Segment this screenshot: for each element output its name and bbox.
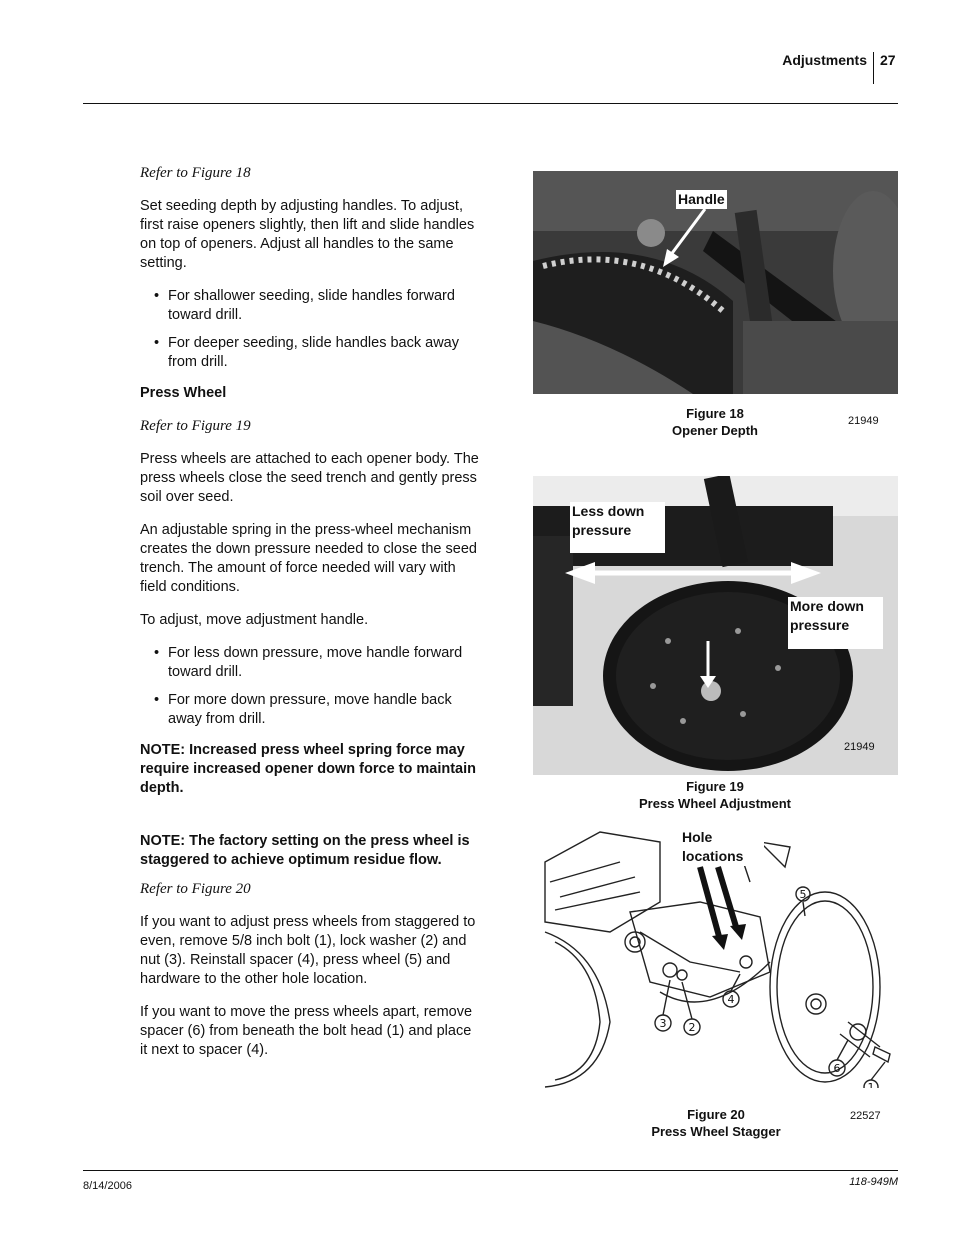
figure-id: 21949: [848, 415, 879, 427]
note: NOTE: Increased press wheel spring force may require increased opener down force to maintain depth.: [140, 742, 476, 796]
part-label: 6: [833, 1062, 841, 1075]
figure-title: Press Wheel Adjustment: [639, 796, 791, 811]
page-number: 27: [880, 52, 896, 68]
part-label: 1: [867, 1081, 875, 1088]
figure-number: Figure 19: [686, 779, 744, 794]
header-divider: [873, 52, 874, 84]
bullet-list: [140, 644, 480, 729]
part-label: 2: [688, 1021, 696, 1034]
callout-handle: Handle: [678, 191, 725, 207]
figure-20-caption: [626, 1106, 806, 1140]
part-label: 3: [659, 1017, 667, 1030]
callout-hole-locations: Hole locations: [680, 828, 764, 866]
paragraph: To adjust, move adjustment handle.: [140, 612, 369, 628]
footer-document-code: 118-949M: [849, 1176, 898, 1188]
figure-title: Press Wheel Stagger: [651, 1124, 781, 1139]
paragraph: Press wheels are attached to each opener body. The press wheels close the seed trench and gently press soil over seed.: [140, 451, 479, 505]
section-heading: Press Wheel: [140, 385, 227, 401]
figure-18-caption: [645, 405, 785, 439]
footer-date: 8/14/2006: [83, 1180, 132, 1192]
figure-19-caption: [615, 778, 815, 812]
figure-number: Figure 20: [687, 1107, 745, 1122]
part-label: 5: [799, 888, 807, 901]
part-label: 4: [727, 993, 735, 1006]
callout-more-down-pressure: More down pressure: [788, 597, 883, 649]
bullet-list: [140, 287, 480, 372]
header-rule: [83, 103, 898, 104]
figure-id: 22527: [850, 1110, 881, 1122]
callout-less-down-pressure: Less down pressure: [570, 502, 665, 553]
figure-number: Figure 18: [686, 406, 744, 421]
figure-reference: Refer to Figure 18: [140, 165, 251, 181]
body-text-column: [140, 164, 480, 1074]
figure-title: Opener Depth: [672, 423, 758, 438]
figure-id: 21949: [844, 741, 875, 753]
paragraph: An adjustable spring in the press-wheel mechanism creates the down pressure needed to close the seed trench. The amount of force needed will vary with field conditions.: [140, 522, 477, 595]
list-item: • For shallower seeding, slide handles forward toward drill.: [154, 287, 480, 325]
figure-reference: Refer to Figure 20: [140, 881, 251, 897]
paragraph: If you want to adjust press wheels from staggered to even, remove 5/8 inch bolt (1), lock washer (2) and nut (3). Reinstall spacer (4), press wheel (5) and hardware to the other hole location.: [140, 914, 476, 987]
list-item: • For deeper seeding, slide handles back away from drill.: [154, 334, 480, 372]
figure-reference: Refer to Figure 19: [140, 418, 251, 434]
paragraph: If you want to move the press wheels apart, remove spacer (6) from beneath the bolt head (1) and place it next to spacer (4).: [140, 1004, 473, 1058]
paragraph: Set seeding depth by adjusting handles. To adjust, first raise openers slightly, then lift and slide handles on top of openers. Adjust all handles to the same setting.: [140, 198, 475, 271]
footer-rule: [83, 1170, 898, 1171]
running-header-section: Adjustments: [782, 52, 867, 68]
note: NOTE: The factory setting on the press wheel is staggered to achieve optimum residue flow.: [140, 833, 470, 868]
list-item: • For more down pressure, move handle back away from drill.: [154, 691, 480, 729]
list-item: • For less down pressure, move handle forward toward drill.: [154, 644, 480, 682]
